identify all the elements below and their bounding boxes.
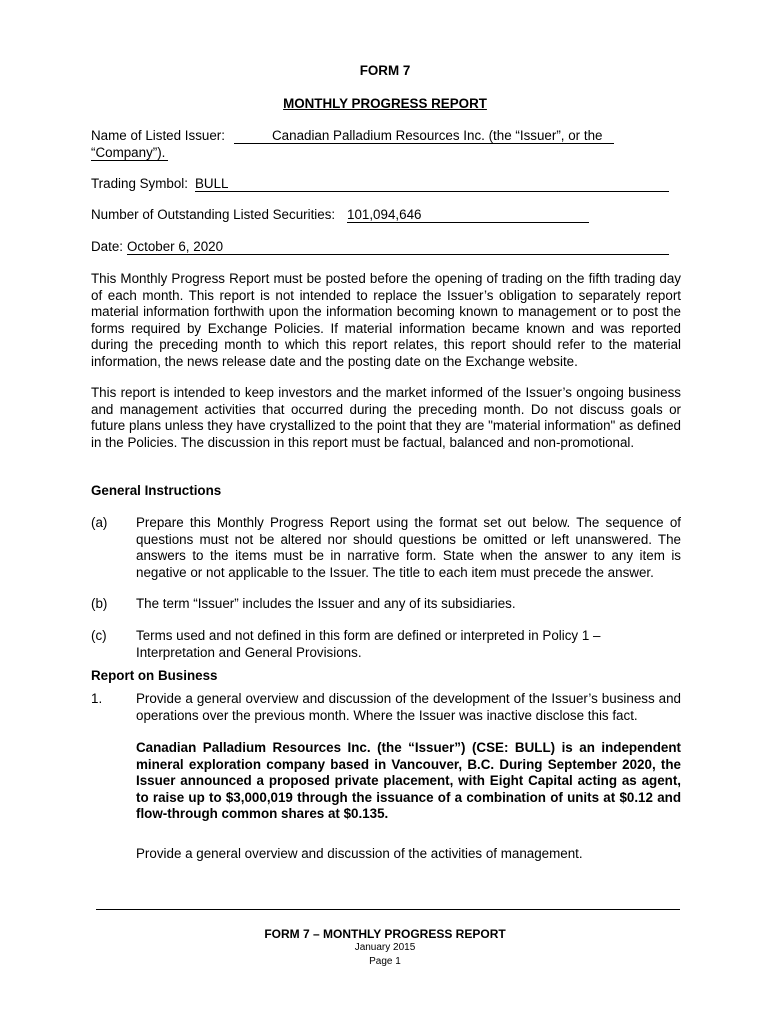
question-2-text: Provide a general overview and discussion of the activities of management.: [136, 846, 583, 861]
date-value: October 6, 2020: [127, 239, 224, 254]
report-on-business-heading: Report on Business: [91, 668, 218, 683]
intro-paragraph-2: This report is intended to keep investors and the market informed of the Issuer’s ongoing business and management activities that occurred during the preceding month. Do not discuss goals or future plans unless they have crystallized to the point that they are "material information" as defined in the Policies. The discussion in this report must be factual, balanced and non-promotional.: [91, 385, 681, 450]
instruction-marker-b: (b): [91, 596, 108, 611]
footer-date: January 2015: [354, 942, 416, 953]
date-label: Date:: [91, 239, 124, 254]
instruction-marker-c: (c): [91, 628, 107, 643]
instruction-text-c: Terms used and not defined in this form are defined or interpreted in Policy 1 – Interpretation and General Provisions.: [136, 628, 601, 660]
securities-value: 101,094,646: [347, 207, 422, 222]
footer-rule: [96, 909, 680, 910]
symbol-value: BULL: [195, 176, 229, 191]
issuer-label: Name of Listed Issuer:: [91, 128, 225, 143]
footer-title: FORM 7 – MONTHLY PROGRESS REPORT: [264, 927, 506, 941]
instruction-text-a: Prepare this Monthly Progress Report using the format set out below. The sequence of questions must not be altered nor should questions be omitted or left unanswered. The answers to the items must be in narrative form. State when the answer to any item is negative or not applicable to the Issuer. The title to each item must precede the answer.: [136, 515, 681, 580]
business-answer: Canadian Palladium Resources Inc. (the “Issuer”) (CSE: BULL) is an independent mineral exploration company based in Vancouver, B.C. During September 2020, the Issuer announced a proposed private placement, with Eight Capital acting as agent, to raise up to $3,000,019 through the issuance of a combination of units at $0.12 and flow-through common shares at $0.135.: [136, 740, 681, 822]
instruction-text-b: The term “Issuer” includes the Issuer and any of its subsidiaries.: [136, 596, 516, 611]
footer-page-number: Page 1: [369, 956, 401, 967]
intro-paragraph-1: This Monthly Progress Report must be posted before the opening of trading on the fifth trading day of each month. This report is not intended to replace the Issuer’s obligation to separately report material information forthwith upon the information becoming known to management or to post the forms required by Exchange Policies. If material information became known and was reported during the preceding month to which this report relates, this report should refer to the material information, the news release date and the posting date on the Exchange website.: [91, 271, 681, 369]
question-1-text: Provide a general overview and discussion of the development of the Issuer’s business and operations over the previous month. Where the Issuer was inactive disclose this fact.: [136, 691, 681, 723]
issuer-value-cont: “Company”).: [91, 145, 166, 160]
issuer-cont-underline: [91, 160, 168, 161]
question-1-marker: 1.: [91, 691, 103, 706]
issuer-value: Canadian Palladium Resources Inc. (the “Issuer”, or the: [272, 128, 603, 143]
report-title: MONTHLY PROGRESS REPORT: [283, 96, 487, 111]
general-instructions-heading: General Instructions: [91, 483, 222, 498]
instruction-marker-a: (a): [91, 515, 108, 530]
securities-label: Number of Outstanding Listed Securities:: [91, 207, 336, 222]
symbol-underline: [195, 191, 669, 192]
form-number: FORM 7: [359, 63, 411, 78]
symbol-label: Trading Symbol:: [91, 176, 188, 191]
